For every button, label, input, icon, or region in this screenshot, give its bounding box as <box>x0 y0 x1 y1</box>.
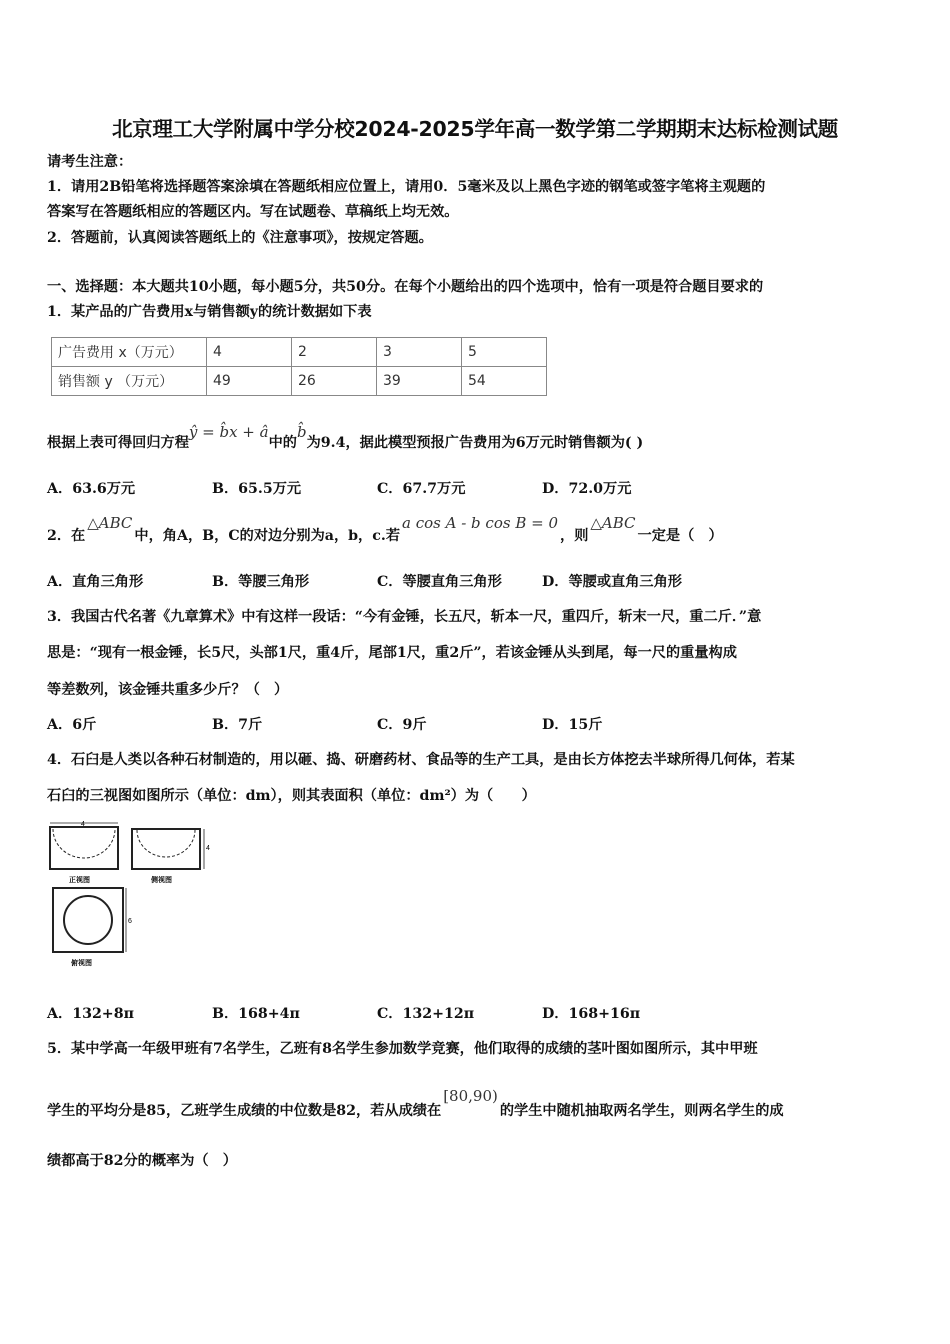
notice-line-1b: 答案写在答题纸相应的答题区内。写在试题卷、草稿纸上均无效。 <box>47 204 459 220</box>
b-hat: b̂ <box>296 423 307 441</box>
section-heading: 一、选择题：本大题共10小题，每小题5分，共50分。在每个小题给出的四个选项中，恰有一项是符合题目要求的 <box>47 279 764 295</box>
front-dim-label: 4 <box>81 821 85 828</box>
q4-option-b: B．168+4π <box>212 1006 300 1022</box>
table-cell: 26 <box>292 367 377 396</box>
q3-option-a: A．6斤 <box>47 717 97 733</box>
q3-option-c: C．9斤 <box>377 717 427 733</box>
notice-heading: 请考生注意： <box>47 154 133 170</box>
score-interval: [80,90) <box>443 1087 498 1105</box>
side-view-label: 侧视图 <box>151 877 172 884</box>
q5-line-2a: 学生的平均分是85，乙班学生成绩的中位数是82，若从成绩在 <box>47 1103 442 1119</box>
q1-question <box>47 423 644 453</box>
q2-option-a: A．直角三角形 <box>47 574 144 590</box>
table-cell: 2 <box>292 338 377 367</box>
q1-data-table <box>51 337 547 396</box>
table-cell: 广告费用 x（万元） <box>52 338 207 367</box>
q2-then: ，则 <box>560 528 589 544</box>
q2-mid: 中，角A，B，C的对边分别为a，b，c.若 <box>134 528 401 544</box>
top-view-circle <box>64 896 112 944</box>
page-title: 北京理工大学附属中学分校2024-2025学年高一数学第二学期期末达标检测试题 <box>112 117 838 141</box>
q1-option-c: C．67.7万元 <box>377 481 466 497</box>
q1-option-b: B．65.5万元 <box>212 481 302 497</box>
q2-pre: 2．在 <box>47 528 86 544</box>
q1-text-c: 为9.4，据此模型预报广告费用为6万元时销售额为( ) <box>306 435 644 451</box>
table-cell: 销售额 y （万元） <box>52 367 207 396</box>
q4-option-a: A．132+8π <box>47 1006 134 1022</box>
q5-line-1: 5．某中学高一年级甲班有7名学生，乙班有8名学生参加数学竞赛，他们取得的成绩的茎叶图如图所示，其中甲班 <box>47 1041 758 1057</box>
q4-line-1: 4．石臼是人类以各种石材制造的，用以砸、捣、研磨药材、食品等的生产工具，是由长方体挖去半球所得几何体，若某 <box>47 752 795 768</box>
table-cell: 54 <box>462 367 547 396</box>
q1-text-a: 根据上表可得回归方程 <box>47 435 189 451</box>
table-row <box>52 367 547 396</box>
three-view-figure <box>45 820 225 970</box>
q5-line-3: 绩都高于82分的概率为（ ） <box>47 1153 237 1169</box>
side-dim-label: 4 <box>206 845 210 852</box>
q1-stem: 1．某产品的广告费用x与销售额y的统计数据如下表 <box>47 304 372 320</box>
notice-line-1a: 1．请用2B铅笔将选择题答案涂填在答题纸相应位置上，请用0．5毫米及以上黑色字迹的钢笔或签字笔将主观题的 <box>47 179 766 195</box>
q3-line-3: 等差数列，该金锤共重多少斤？（ ） <box>47 682 289 698</box>
top-view-label: 俯视图 <box>71 960 92 967</box>
table-cell: 5 <box>462 338 547 367</box>
q2-question <box>47 514 723 546</box>
q1-option-a: A．63.6万元 <box>47 481 136 497</box>
table-row <box>52 338 547 367</box>
front-view-label: 正视图 <box>69 877 90 884</box>
table-cell: 39 <box>377 367 462 396</box>
regression-equation: ŷ = b̂x + â <box>188 423 269 441</box>
q1-text-b: 中的 <box>268 435 297 451</box>
q3-option-b: B．7斤 <box>212 717 263 733</box>
q4-option-d: D．168+16π <box>542 1006 641 1022</box>
triangle-abc-2: △ABC <box>590 514 636 532</box>
q2-condition: a cos A - b cos B = 0 <box>402 514 558 532</box>
q2-option-c: C．等腰直角三角形 <box>377 574 502 590</box>
top-dim-label: 6 <box>128 918 132 925</box>
q5-line-2b: 的学生中随机抽取两名学生，则两名学生的成 <box>499 1103 784 1119</box>
table-cell: 49 <box>207 367 292 396</box>
q2-option-d: D．等腰或直角三角形 <box>542 574 682 590</box>
side-view-rect <box>132 829 200 869</box>
table-cell: 3 <box>377 338 462 367</box>
q5-line-2 <box>47 1087 784 1121</box>
q1-option-d: D．72.0万元 <box>542 481 632 497</box>
side-view-arc <box>137 830 195 857</box>
table-cell: 4 <box>207 338 292 367</box>
q3-line-1: 3．我国古代名著《九章算术》中有这样一段话：“今有金锤，长五尺，斩本一尺，重四斤，斩末一尺，重二斤．”意 <box>47 609 762 625</box>
q2-end: 一定是（ ） <box>637 528 723 544</box>
q4-line-2: 石臼的三视图如图所示（单位：dm），则其表面积（单位：dm²）为（ ） <box>47 788 536 804</box>
triangle-abc: △ABC <box>87 514 133 532</box>
q3-option-d: D．15斤 <box>542 717 603 733</box>
q3-line-2: 思是：“现有一根金锤，长5尺，头部1尺，重4斤，尾部1尺，重2斤”，若该金锤从头到尾，每一尺的重量构成 <box>47 645 737 661</box>
q4-option-c: C．132+12π <box>377 1006 475 1022</box>
front-view-arc <box>53 829 115 858</box>
q2-option-b: B．等腰三角形 <box>212 574 310 590</box>
notice-line-2: 2．答题前，认真阅读答题纸上的《注意事项》，按规定答题。 <box>47 230 433 246</box>
